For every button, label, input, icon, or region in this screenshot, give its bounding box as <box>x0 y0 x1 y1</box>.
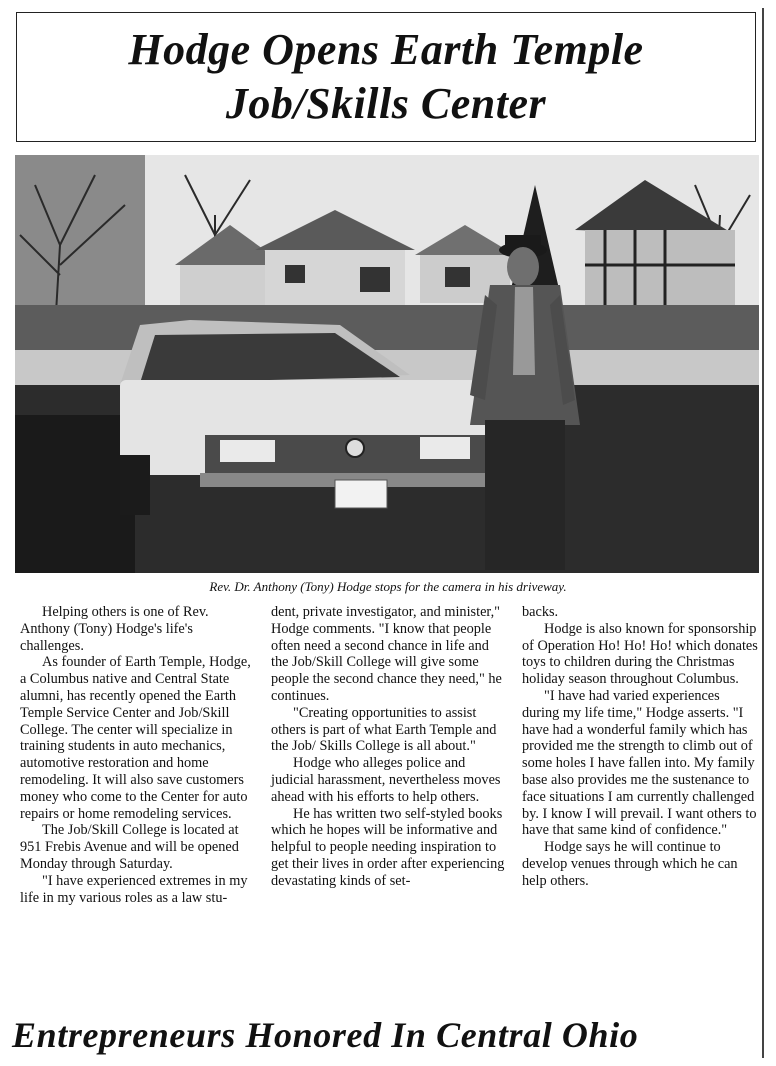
paragraph: The Job/Skill College is located at 951 Frebis Avenue and will be opened Monday through Saturday. <box>20 822 239 872</box>
photo-caption: Rev. Dr. Anthony (Tony) Hodge stops for the camera in his driveway. <box>209 579 567 594</box>
paragraph-continued: backs. <box>522 604 559 620</box>
paragraph: Helping others is one of Rev. Anthony (Tony) Hodge's life's challenges. <box>20 604 209 654</box>
paragraph: Hodge says he will continue to develop venues through which he can help others. <box>522 839 738 889</box>
scan-edge-line <box>762 8 764 1058</box>
paragraph-continued: dent, private investigator, and minister," Hodge comments. "I know that people often need a second chance in life and the Job/Skill College will give some people the second chance they need," he continues. <box>271 604 502 704</box>
paragraph: He has written two self-styled books which he hopes will be informative and helpful to people needing inspiration to get their lives in order after experiencing devastating kinds of set- <box>271 805 505 889</box>
headline-line-1: Hodge Opens Earth Temple <box>128 25 644 74</box>
paragraph: "I have experienced extremes in my life in my various roles as a law stu- <box>20 872 248 906</box>
article-column-3 <box>522 604 758 1010</box>
paragraph: "Creating opportunities to assist others is part of what Earth Temple and the Job/ Skills College is all about." <box>271 704 497 755</box>
paragraph: As founder of Earth Temple, Hodge, a Columbus native and Central State alumni, has recently opened the Earth Temple Service Center and Job/Skill College. The center will specialize in training students in auto mechanics, automotive restoration and home remodeling. It will also save customers money who come to the Center for auto repairs or home remodeling services. <box>20 654 251 822</box>
photo <box>15 155 759 573</box>
article-column-2 <box>271 604 507 1010</box>
paragraph: Hodge is also known for sponsorship of Operation Ho! Ho! Ho! which donates toys to children during the Christmas holiday season throughout Columbus. <box>522 620 758 688</box>
headline-box <box>16 12 756 142</box>
paragraph: Hodge who alleges police and judicial harassment, nevertheless moves ahead with his efforts to help others. <box>271 755 501 805</box>
paragraph: "I have had varied experiences during my life time," Hodge asserts. "I have had a wonderful family which has provided me the strength to climb out of some holes I have fallen into. My family base also provides me the sustenance to face situations I am currently challenged by. I know I will prevail. I want others to have that same kind of confidence." <box>522 687 757 839</box>
bottom-headline: Entrepreneurs Honored In Central Ohio <box>12 1015 639 1055</box>
headline-line-2: Job/Skills Center <box>225 79 547 128</box>
article-column-1 <box>20 604 256 1010</box>
article-body <box>20 604 758 1010</box>
photo-illustration <box>15 155 759 573</box>
